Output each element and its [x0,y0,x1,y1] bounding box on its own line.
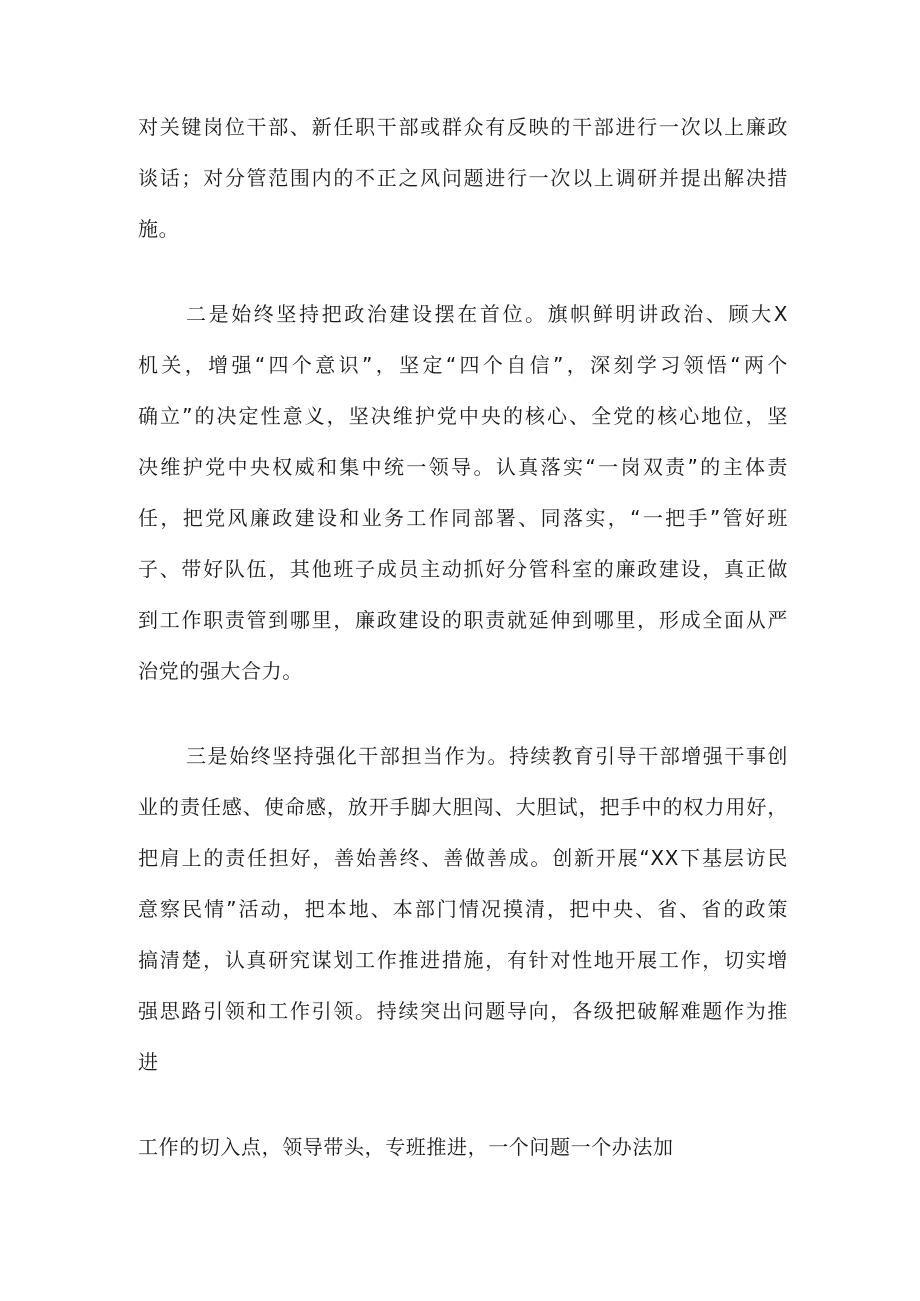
text-line: 二是始终坚持把政治建设摆在首位。旗帜鲜明讲政治、顾大X [186,302,788,326]
text-line: 确立”的决定性意义，坚决维护党中央的核心、全党的核心地位，坚 [138,404,788,428]
text-line: 进 [138,1050,159,1074]
text-line: 治党的强大合力。 [138,659,303,683]
text-line: 业的责任感、使命感，放开手脚大胆闯、大胆试，把手中的权力用好， [138,795,788,819]
text-line: 工作的切入点，领导带头，专班推进，一个问题一个办法加 [138,1135,674,1159]
text-line: 三是始终坚持强化干部担当作为。持续教育引导干部增强干事创 [186,744,788,768]
text-line: 到工作职责管到哪里，廉政建设的职责就延伸到哪里，形成全面从严 [138,608,788,632]
text-line: 子、带好队伍，其他班子成员主动抓好分管科室的廉政建设，真正做 [138,557,788,581]
text-line: 搞清楚，认真研究谋划工作推进措施，有针对性地开展工作，切实增 [138,948,788,972]
text-line: 任，把党风廉政建设和业务工作同部署、同落实，“一把手”管好班 [138,506,788,530]
text-line: 意察民情”活动，把本地、本部门情况摸清，把中央、省、省的政策 [138,897,788,921]
text-line: 把肩上的责任担好，善始善终、善做善成。创新开展“XX下基层访民 [138,846,788,870]
text-line: 谈话；对分管范围内的不正之风问题进行一次以上调研并提出解决措 [138,166,788,190]
text-line: 决维护党中央权威和集中统一领导。认真落实“一岗双责”的主体责 [138,455,788,479]
text-line: 对关键岗位干部、新任职干部或群众有反映的干部进行一次以上廉政 [138,115,788,139]
text-line: 机关，增强“四个意识”，坚定“四个自信”，深刻学习领悟“两个 [138,353,788,377]
text-line: 施。 [138,217,180,241]
text-line: 强思路引领和工作引领。持续突出问题导向，各级把破解难题作为推 [138,999,788,1023]
